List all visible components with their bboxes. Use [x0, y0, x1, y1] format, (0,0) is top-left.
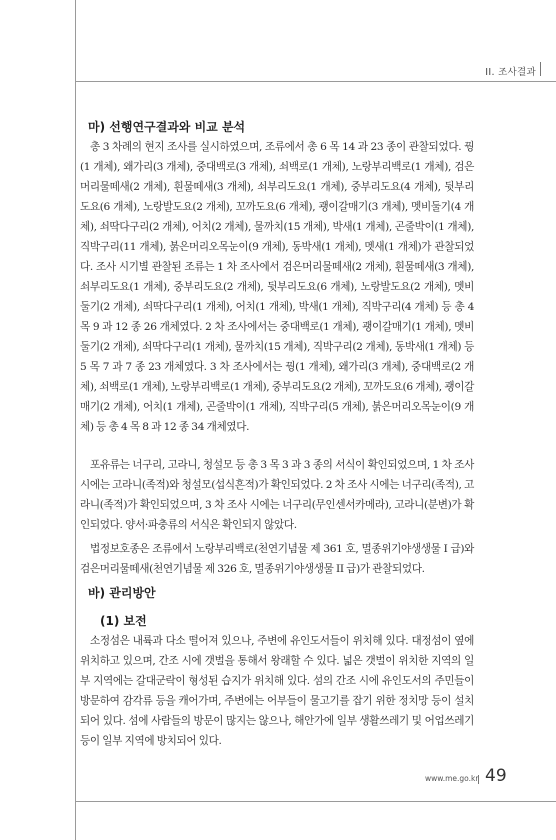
body-paragraph-birds: 총 3 차례의 현지 조사를 실시하였으며, 조류에서 총 6 목 14 과 23 종이 관찰되었다. 꿩(1 개체), 왜가리(3 개체), 중대백로(3 개체), 쇠백로(1 개체), 노랑부리백로(1 개체), 검은머리물떼새(2 개체), 흰물떼새(3 개체), 쇠부리도요(1 개체), 중부리도요(4 개체), 뒷부리도요(6 개체), 노랑발도요(2 개체), 꼬까도요(6 개체), 괭이갈매기(3 개체), 멧비둘기(4 개체), 쇠딱다구리(2 개체), 어치(2 개체), 물까치(15 개체), 박새(1 개체), 곤줄박이(1 개체), 직박구리(11 개체), 붉은머리오목눈이(9 개체), 동박새(1 개체), 멧새(1 개체)가 관찰되었다. 조사 시기별 관찰된 조류는 1 차 조사에서 검은머리물떼새(2 개체), 흰물떼새(3 개체), 쇠부리도요(1 개체), 중부리도요(2 개체), 뒷부리도요(6 개체), 노랑발도요(2 개체), 멧비둘기(2 개체), 쇠딱다구리(1 개체), 어치(1 개체), 박새(1 개체), 직박구리(4 개체) 등 총 4 목 9 과 12 종 26 개체였다. 2 차 조사에서는 중대백로(1 개체), 괭이갈매기(1 개체), 멧비둘기(2 개체), 쇠딱다구리(1 개체), 물까치(15 개체), 직박구리(2 개체), 동박새(1 개체) 등 5 목 7 과 7 종 23 개체였다. 3 차 조사에서는 꿩(1 개체), 왜가리(3 개체), 중대백로(2 개체), 쇠백로(1 개체), 노랑부리백로(1 개체), 중부리도요(2 개체), 꼬까도요(6 개체), 괭이갈매기(2 개체), 어치(1 개체), 곤줄박이(1 개체), 직박구리(5 개체), 붉은머리오목눈이(9 개체) 등 총 4 목 8 과 12 종 34 개체였다.	[80, 140, 474, 433]
section-heading-management: 바) 관리방안	[88, 586, 156, 600]
header-rule	[75, 81, 556, 82]
footer-url: www.me.go.kr	[425, 774, 479, 783]
left-margin-rule	[75, 0, 76, 840]
section-heading-comparison: 마) 선행연구결과와 비교 분석	[88, 120, 246, 134]
header-tick	[540, 62, 541, 76]
body-paragraph-protected-species: 법정보호종은 조류에서 노랑부리백로(천연기념물 제 361 호, 멸종위기야생생물 I 급)와 검은머리물떼새(천연기념물 제 326 호, 멸종위기야생생물 II 급)가 관찰되었다.	[80, 542, 474, 575]
chapter-header: II. 조사결과	[485, 67, 536, 78]
subsection-heading-conservation: (1) 보전	[100, 614, 147, 628]
body-paragraph-conservation: 소정섬은 내륙과 다소 떨어져 있으나, 주변에 유인도서들이 위치해 있다. 대정섬이 옆에 위치하고 있으며, 간조 시에 갯벌을 통해서 왕래할 수 있다. 넓은 갯벌이 위치한 지역의 일부 지역에는 갈대군락이 형성된 습지가 위치해 있다. 섬의 간조 시에 유인도서의 주민들이 방문하여 감각류 등을 캐어가며, 주변에는 어부들이 물고기를 잡기 위한 정치망 등이 설치되어 있다. 섬에 사람들의 방문이 많지는 않으나, 해안가에 일부 생활쓰레기 및 어업쓰레기 등이 일부 지역에 방치되어 있다.	[80, 634, 474, 747]
body-paragraph-mammals: 포유류는 너구리, 고라니, 청설모 등 총 3 목 3 과 3 종의 서식이 확인되었으며, 1 차 조사 시에는 고라니(족적)와 청설모(섭식흔적)가 확인되었다. 2 차 조사 시에는 너구리(족적), 고라니(족적)가 확인되었으며, 3 차 조사 시에는 너구리(무인센서카메라), 고라니(분변)가 확인되었다. 양서·파충류의 서식은 확인되지 않았다.	[80, 458, 474, 531]
footer-rule	[75, 801, 556, 802]
footer-separator	[478, 775, 479, 784]
page-number: 49	[485, 766, 507, 786]
